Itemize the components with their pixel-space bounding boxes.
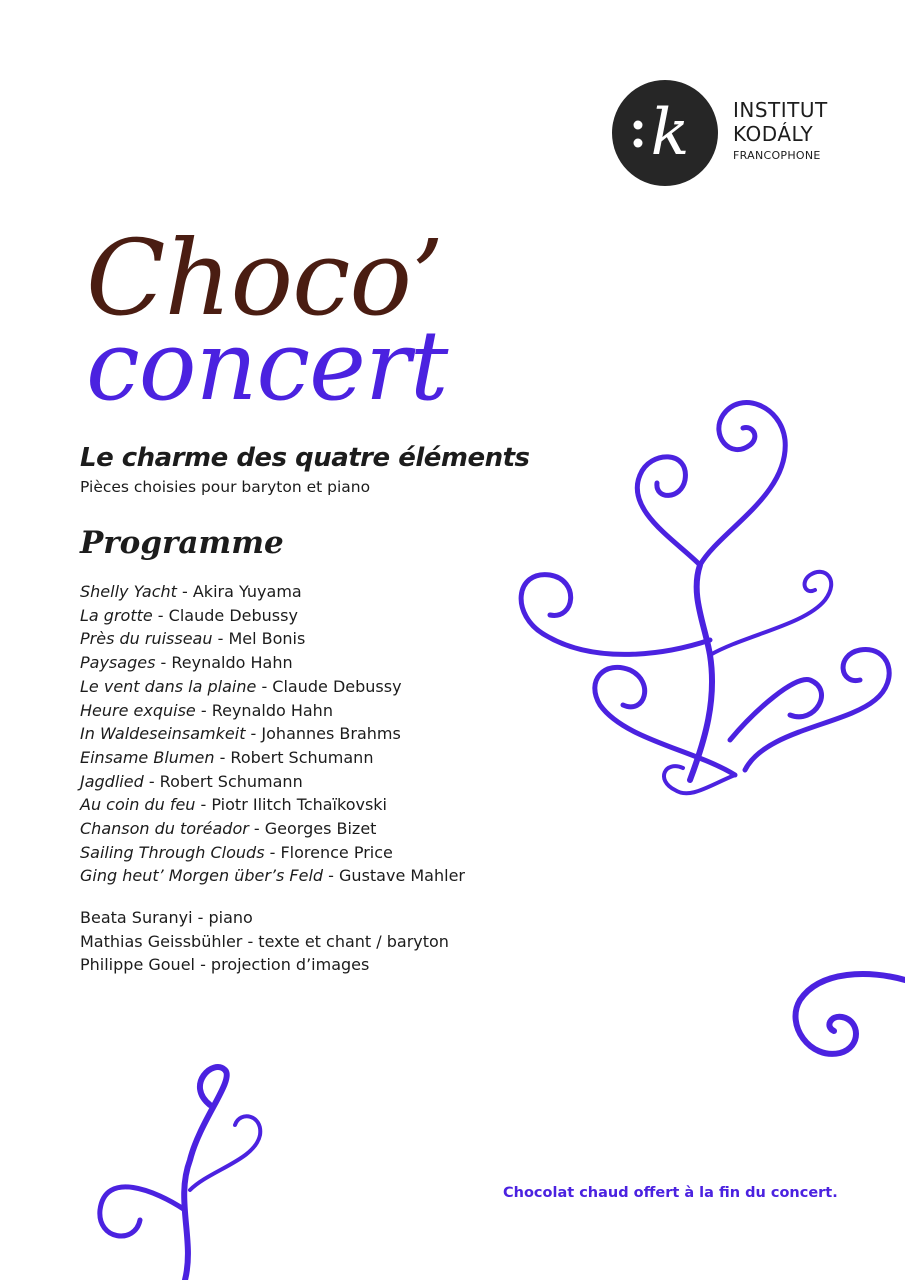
institut-kodaly-logo — [612, 80, 852, 190]
piece-title: Chanson du toréador — [80, 819, 249, 839]
logo-line-institut: INSTITUT — [733, 98, 828, 122]
programme-item — [80, 675, 465, 699]
piece-composer: - Piotr Ilitch Tchaïkovski — [195, 795, 387, 815]
piece-title: Au coin du feu — [80, 795, 196, 815]
concert-description: Pièces choisies pour baryton et piano — [80, 478, 371, 496]
logo-line-francophone: FRANCOPHONE — [733, 149, 821, 162]
programme-item — [80, 604, 465, 628]
logo-letter: k — [650, 96, 690, 170]
piece-composer: - Georges Bizet — [248, 819, 377, 839]
programme-item — [80, 627, 465, 651]
programme-item — [80, 864, 465, 888]
piece-title: Einsame Blumen — [80, 747, 215, 767]
title-concert: concert — [86, 310, 448, 422]
performer-item: Beata Suranyi - piano — [80, 908, 253, 927]
kodaly-logo-icon — [612, 80, 718, 186]
programme-item — [80, 580, 465, 604]
logo-line-kodaly: KODÁLY — [733, 122, 814, 146]
piece-composer: - Florence Price — [264, 842, 393, 862]
piece-title: Shelly Yacht — [80, 582, 177, 601]
concert-subtitle: Le charme des quatre éléments — [80, 443, 530, 473]
swirl-ornament-right-icon — [505, 380, 900, 830]
performer-item: Philippe Gouel - projection d’images — [80, 955, 370, 975]
piece-title: Près du ruisseau — [80, 629, 213, 649]
programme-item — [80, 841, 465, 865]
programme-item — [80, 817, 465, 841]
piece-composer: - Robert Schumann — [143, 771, 303, 791]
piece-title: Jagdlied — [80, 771, 144, 791]
piece-composer: - Claude Debussy — [152, 605, 298, 625]
piece-title: Le vent dans la plaine — [80, 676, 257, 696]
piece-composer: - Reynaldo Hahn — [195, 700, 333, 720]
logo-text — [733, 100, 828, 161]
footer-note: Chocolat chaud offert à la fin du concert. — [503, 1185, 838, 1201]
piece-composer: - Gustave Mahler — [323, 866, 465, 886]
programme-item — [80, 746, 465, 770]
programme-item — [80, 651, 465, 675]
piece-title: La grotte — [80, 605, 153, 625]
programme-item — [80, 793, 465, 817]
piece-title: Ging heut’ Morgen über’s Feld — [80, 866, 324, 886]
programme-list — [80, 580, 465, 888]
piece-composer: - Robert Schumann — [214, 747, 374, 767]
piece-composer: - Mel Bonis — [212, 629, 306, 649]
performer-item: Mathias Geissbühler - texte et chant / baryton — [80, 931, 449, 951]
piece-composer: - Johannes Brahms — [245, 724, 401, 744]
programme-item — [80, 770, 465, 794]
programme-item — [80, 722, 465, 746]
title-choco: Choco’ — [86, 217, 444, 339]
performers-list — [80, 906, 449, 977]
piece-composer: - Akira Yuyama — [176, 582, 302, 601]
programme-heading: Programme — [80, 525, 284, 561]
swirl-ornament-edge-icon — [790, 965, 905, 1065]
piece-title: Sailing Through Clouds — [80, 842, 265, 862]
piece-title: Paysages — [80, 653, 156, 673]
piece-title: In Waldeseinsamkeit — [80, 724, 246, 744]
piece-composer: - Reynaldo Hahn — [155, 653, 293, 673]
programme-item — [80, 699, 465, 723]
piece-title: Heure exquise — [80, 700, 196, 720]
piece-composer: - Claude Debussy — [256, 676, 402, 696]
swirl-ornament-bottom-icon — [85, 1060, 285, 1280]
